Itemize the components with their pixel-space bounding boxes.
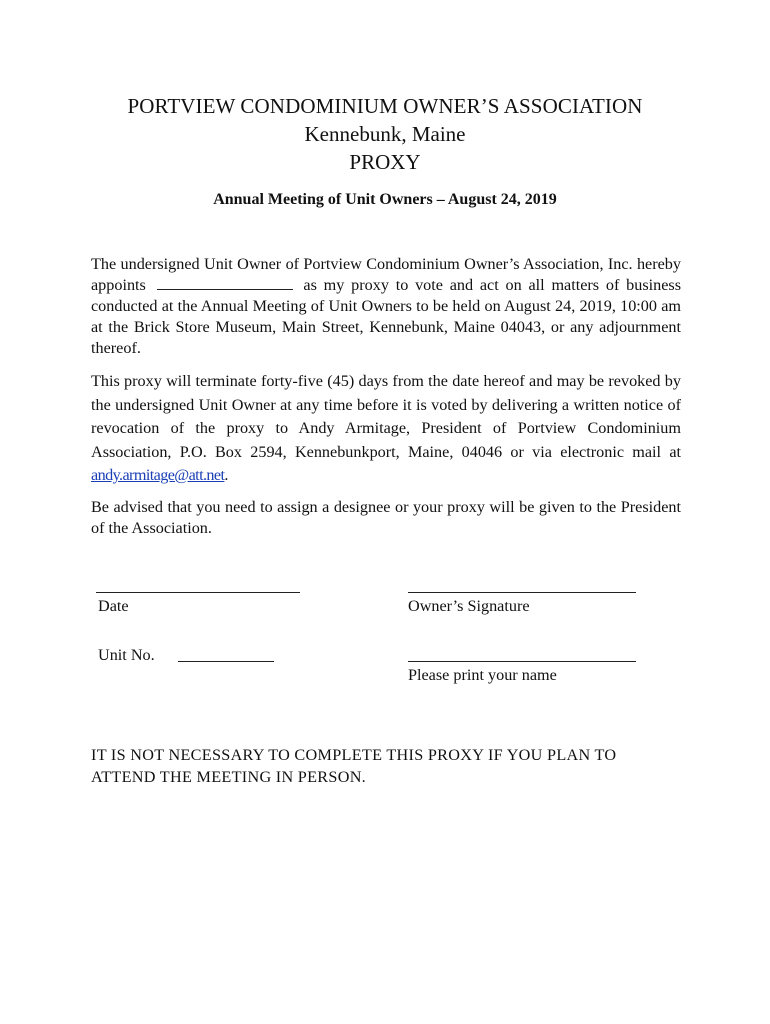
designee-paragraph: Be advised that you need to assign a designee or your proxy will be given to the President of the Association. — [91, 498, 681, 537]
appointment-text-end: as my proxy to vote and act on all matters of business conducted at the Annual Meeting of Unit Owners to be held on August 24, 2019, 10:00 am at the Brick Store Museum, Main Street, Kennebunk, Maine 04043, or any adjournment thereof. — [91, 276, 681, 357]
termination-end: . — [224, 466, 229, 484]
document-header — [0, 92, 770, 176]
appointment-paragraph — [91, 254, 681, 359]
termination-text: This proxy will terminate forty-five (45) days from the date hereof and may be revoked by the undersigned Unit Owner at any time before it is voted by delivering a written notice of revocation of the proxy to Andy Armitage, President of Portview Condominium Association, P.O. Box 2594, Kennebunkport, Maine, 04046 or via electronic mail at — [91, 372, 681, 461]
proxy-name-blank[interactable] — [157, 275, 293, 290]
document-title: PROXY — [349, 150, 421, 174]
date-line[interactable] — [96, 592, 300, 593]
appointment-text-start: The undersigned Unit Owner of Portview Condominium Owner’s Association, Inc. hereby appoints — [91, 255, 681, 294]
termination-paragraph — [91, 370, 681, 488]
meeting-subtitle: Annual Meeting of Unit Owners – August 24, 2019 — [213, 191, 557, 208]
organization-location: Kennebunk, Maine — [304, 122, 466, 146]
date-label: Date — [98, 597, 129, 615]
print-name-label: Please print your name — [408, 666, 557, 684]
unit-number-blank[interactable] — [178, 661, 274, 662]
attendance-notice: IT IS NOT NECESSARY TO COMPLETE THIS PROXY IF YOU PLAN TO ATTEND THE MEETING IN PERSON. — [91, 746, 617, 786]
unit-number-label: Unit No. — [98, 646, 155, 664]
signature-line[interactable] — [408, 592, 636, 593]
print-name-line[interactable] — [408, 661, 636, 662]
organization-name: PORTVIEW CONDOMINIUM OWNER’S ASSOCIATION — [127, 94, 643, 118]
email-link[interactable]: andy.armitage@att.net — [91, 466, 225, 484]
owner-signature-label: Owner’s Signature — [408, 597, 530, 615]
